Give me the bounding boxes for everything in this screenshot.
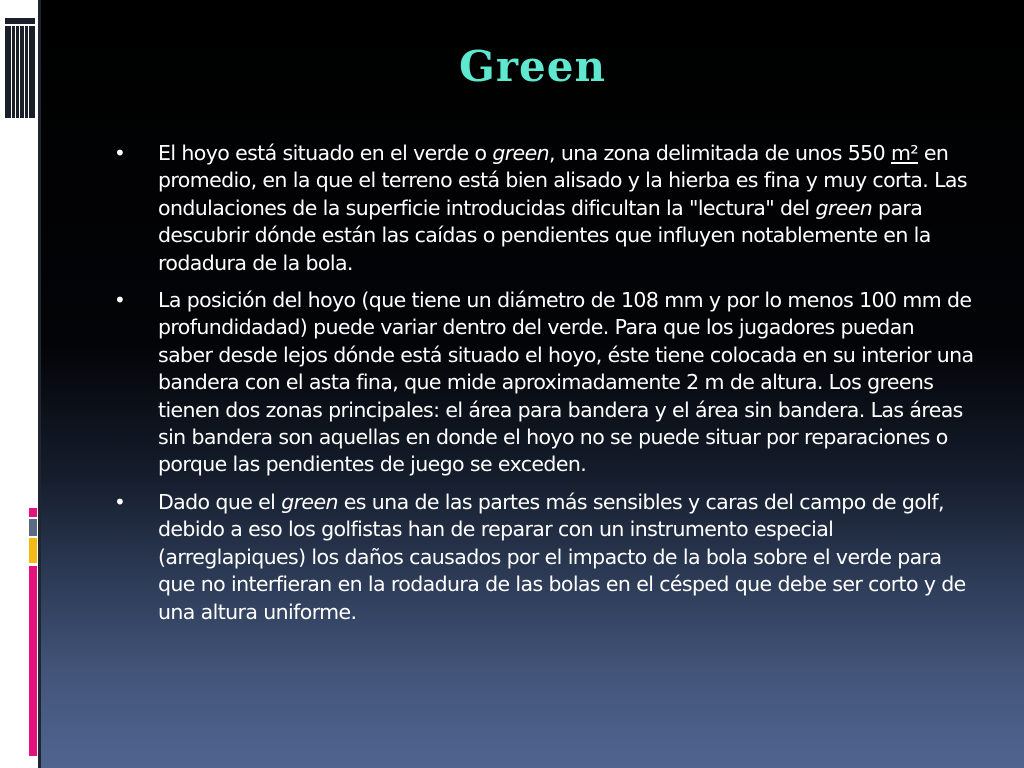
left-strip-border (38, 0, 41, 768)
bullet-item (114, 489, 974, 626)
bullet-text: La posición del hoyo (que tiene un diámetro de 108 mm y por lo menos 100 mm de profundidadad) puede variar dentro del verde. Para que los jugadores puedan saber desde lejos dónde está situado el hoyo, éste tiene colocada en su interior una bandera con el asta fina, que mide aproximadamente 2 m de altura. Los greens tienen dos zonas principales: el área para bandera y el área sin bandera. Las áreas sin bandera son aquellas en donde el hoyo no se puede situar por reparaciones o porque las pendientes de juego se exceden. (158, 288, 974, 477)
accent-bar-pink (29, 566, 37, 756)
slide-title: Green (459, 42, 606, 91)
text-run: , una zona delimitada de unos 550 (548, 141, 891, 165)
bullet-item (114, 287, 974, 479)
bullet-icon: • (114, 141, 126, 165)
text-run: en promedio, en la que el terreno está bien alisado y la hierba es fina y muy corta. Las ondulaciones de la superficie introducidas dificultan la "lectura" del (158, 141, 967, 220)
bullet-text (158, 141, 967, 275)
italic-term: green (281, 489, 338, 514)
underlined-unit: m² (890, 141, 918, 165)
bullet-text (158, 490, 966, 624)
bullet-item (114, 140, 974, 277)
accent-bar-pink-small (29, 508, 37, 517)
accent-bar-slate (29, 519, 37, 536)
bullet-icon: • (114, 489, 126, 514)
text-run: para descubrir dónde están las caídas o pendientes que influyen notablemente en la rodadura de la bola. (158, 195, 931, 275)
bullet-list (114, 140, 974, 636)
accent-bar-gold (29, 538, 37, 563)
text-run: es una de las partes más sensibles y caras del campo de golf, debido a eso los golfistas han de reparar con un instrumento especial (arreglapiques) los daños causados por el impacto de la bola sobre el verde para que no interfieran en la rodadura de las bolas en el césped que debe ser corto y de una altura uniforme. (158, 489, 966, 624)
text-run: Dado que el (158, 489, 282, 514)
bullet-icon: • (114, 288, 126, 313)
italic-term: green (492, 141, 549, 165)
italic-term: green (815, 195, 873, 220)
window-grid-icon (2, 16, 38, 120)
text-run: El hoyo está situado en el verde o (158, 141, 493, 165)
